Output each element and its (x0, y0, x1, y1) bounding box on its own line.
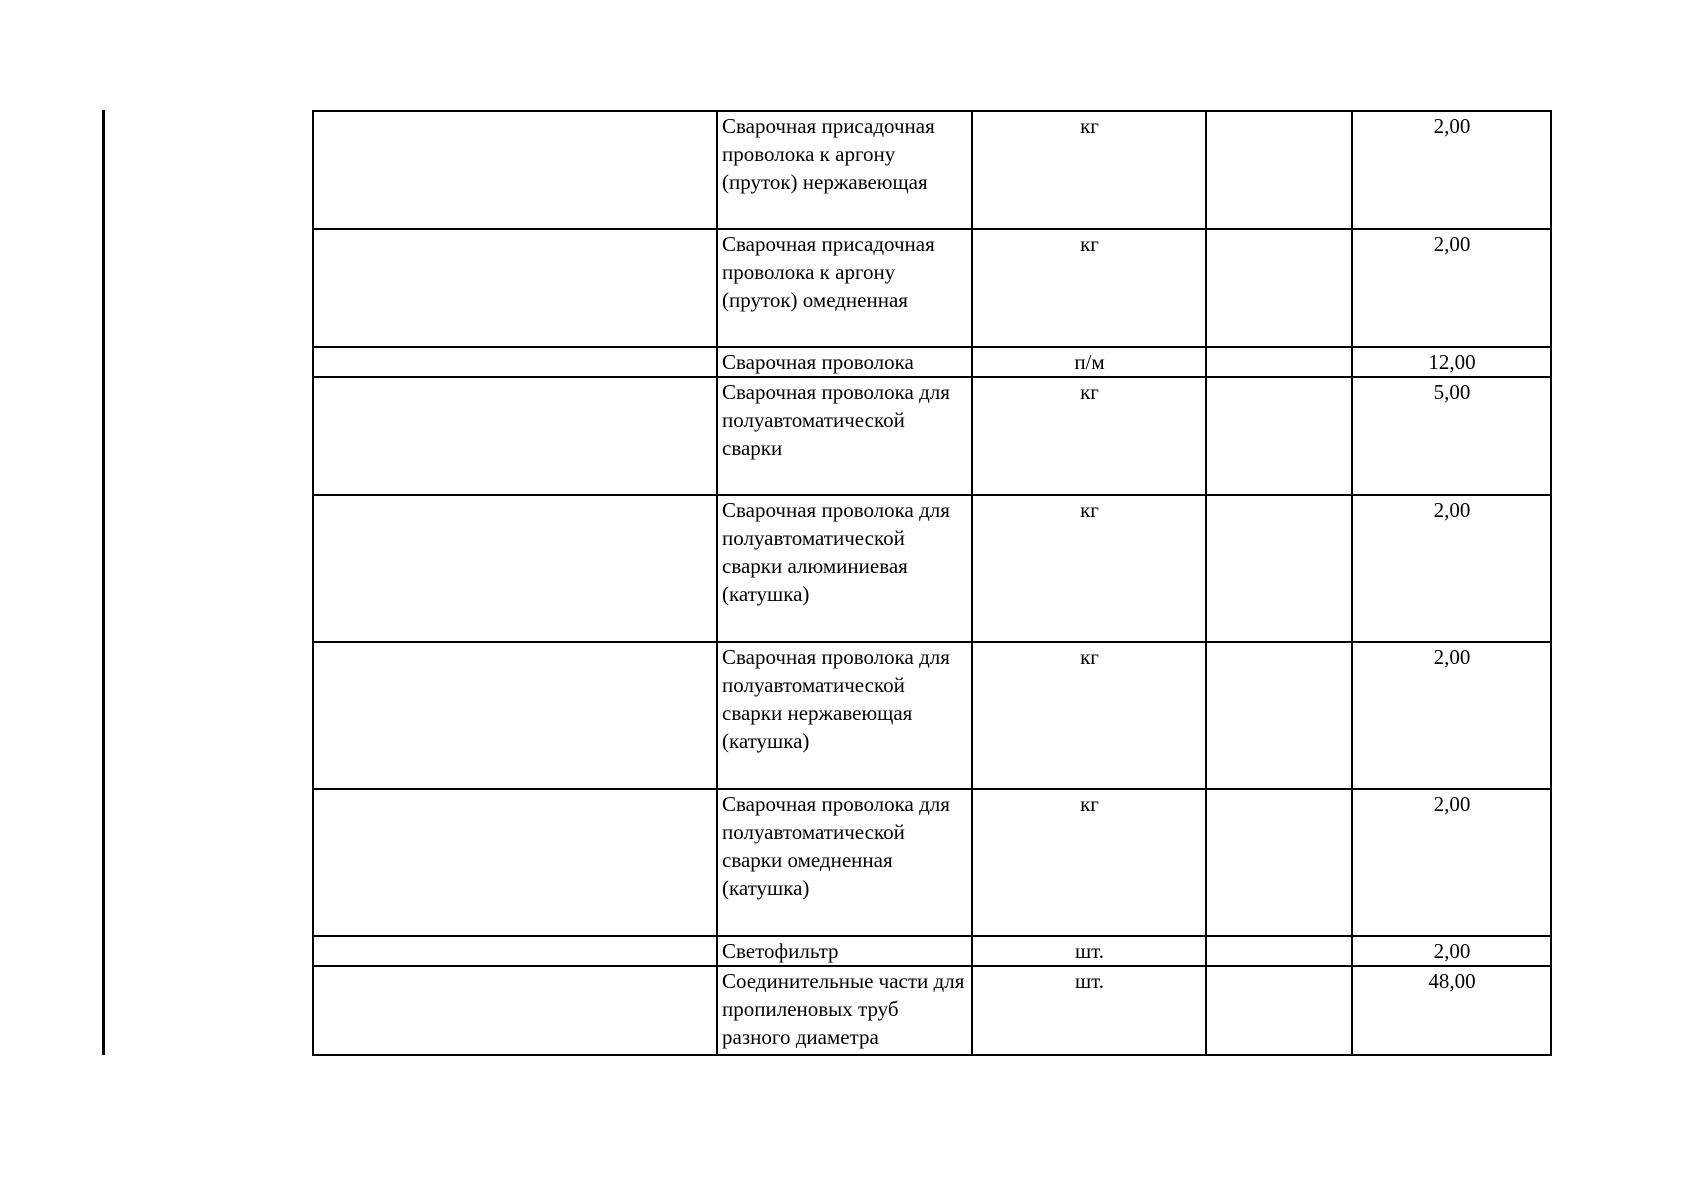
item-name-cell: Сварочная проволока для полуавтоматической сварки нержавеющая (катушка) (717, 642, 972, 789)
materials-table (312, 110, 1552, 1056)
quantity-cell: 5,00 (1352, 377, 1551, 495)
blank-cell (313, 936, 717, 966)
table-row (313, 936, 1551, 966)
blank-cell (313, 642, 717, 789)
blank-cell (1206, 111, 1352, 229)
item-name-cell: Сварочная проволока (717, 347, 972, 377)
unit-cell: шт. (972, 966, 1206, 1055)
blank-cell (1206, 642, 1352, 789)
blank-cell (1206, 789, 1352, 936)
quantity-cell: 2,00 (1352, 936, 1551, 966)
unit-cell: кг (972, 229, 1206, 347)
unit-cell: кг (972, 377, 1206, 495)
table-row (313, 377, 1551, 495)
table-row (313, 966, 1551, 1055)
page-margin-line (102, 110, 105, 1055)
unit-cell: п/м (972, 347, 1206, 377)
unit-cell: кг (972, 495, 1206, 642)
table-row (313, 495, 1551, 642)
table-row (313, 347, 1551, 377)
quantity-cell: 2,00 (1352, 789, 1551, 936)
item-name-cell: Светофильтр (717, 936, 972, 966)
item-name-cell: Сварочная присадочная проволока к аргону (пруток) омедненная (717, 229, 972, 347)
unit-cell: кг (972, 111, 1206, 229)
blank-cell (313, 229, 717, 347)
unit-cell: кг (972, 642, 1206, 789)
blank-cell (1206, 966, 1352, 1055)
materials-table-body (313, 111, 1551, 1055)
blank-cell (1206, 377, 1352, 495)
item-name-cell: Сварочная проволока для полуавтоматической сварки алюминиевая (катушка) (717, 495, 972, 642)
item-name-cell: Сварочная проволока для полуавтоматической сварки (717, 377, 972, 495)
quantity-cell: 2,00 (1352, 495, 1551, 642)
table-row (313, 111, 1551, 229)
item-name-cell: Соединительные части для пропиленовых труб разного диаметра (717, 966, 972, 1055)
table-row (313, 789, 1551, 936)
table-row (313, 229, 1551, 347)
blank-cell (313, 789, 717, 936)
quantity-cell: 2,00 (1352, 111, 1551, 229)
quantity-cell: 12,00 (1352, 347, 1551, 377)
quantity-cell: 2,00 (1352, 229, 1551, 347)
item-name-cell: Сварочная присадочная проволока к аргону (пруток) нержавеющая (717, 111, 972, 229)
blank-cell (313, 495, 717, 642)
blank-cell (313, 377, 717, 495)
quantity-cell: 2,00 (1352, 642, 1551, 789)
blank-cell (1206, 936, 1352, 966)
item-name-cell: Сварочная проволока для полуавтоматической сварки омедненная (катушка) (717, 789, 972, 936)
table-row (313, 642, 1551, 789)
blank-cell (1206, 347, 1352, 377)
unit-cell: кг (972, 789, 1206, 936)
blank-cell (313, 347, 717, 377)
blank-cell (313, 966, 717, 1055)
quantity-cell: 48,00 (1352, 966, 1551, 1055)
blank-cell (1206, 229, 1352, 347)
unit-cell: шт. (972, 936, 1206, 966)
blank-cell (313, 111, 717, 229)
blank-cell (1206, 495, 1352, 642)
